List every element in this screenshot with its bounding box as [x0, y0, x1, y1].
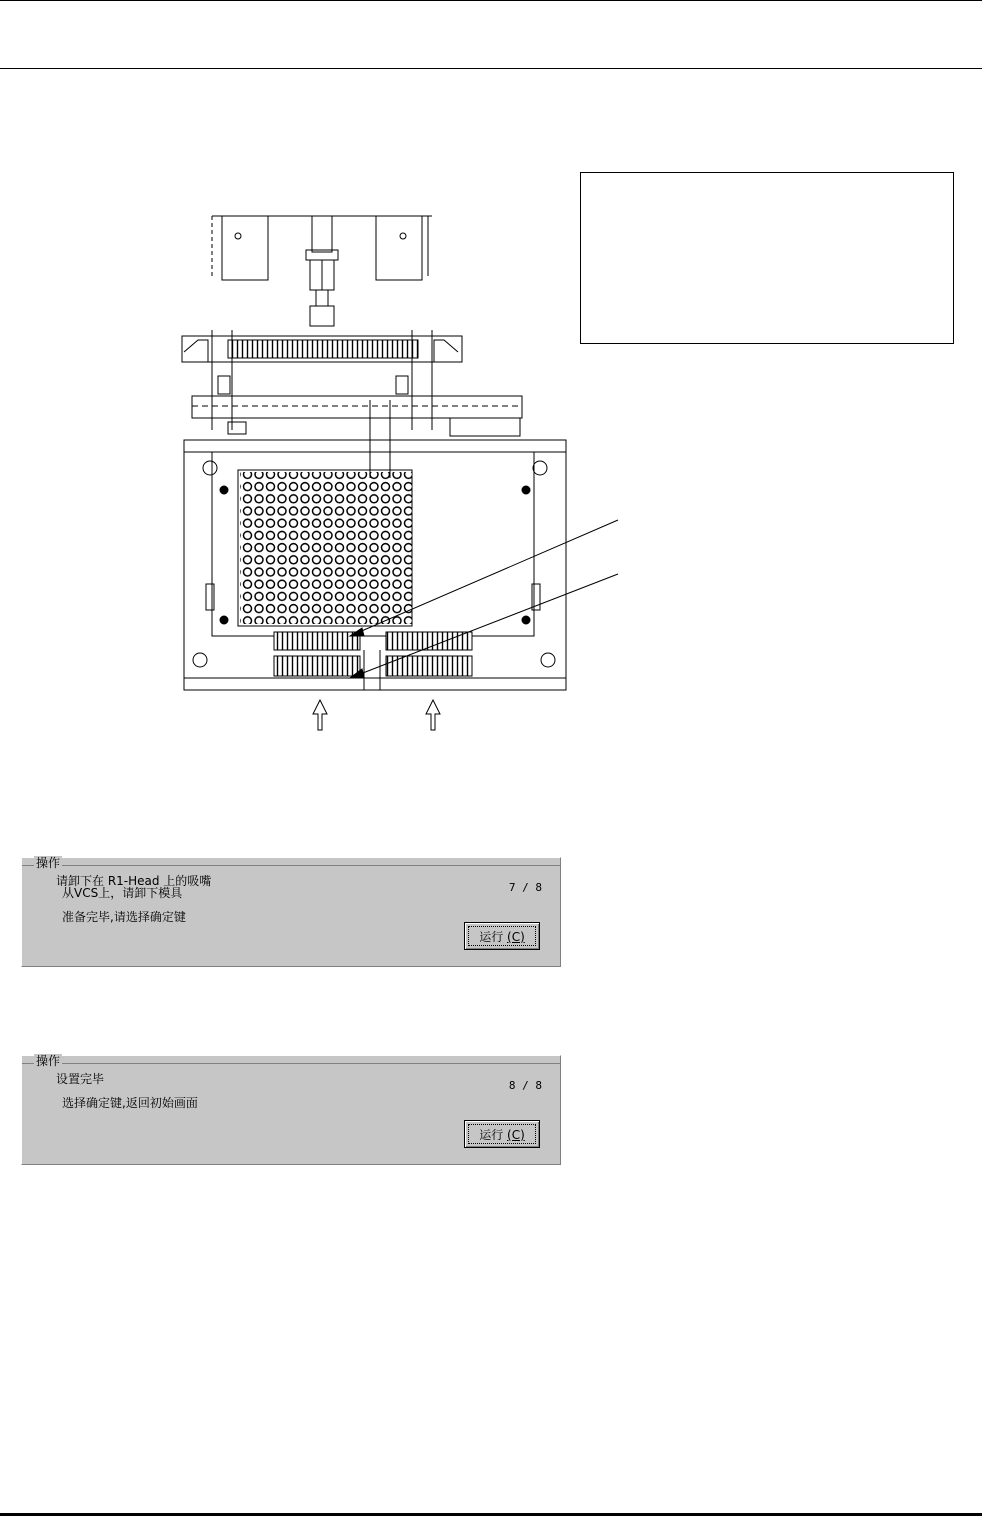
run-button-label: 运行	[479, 1127, 504, 1142]
top-rule	[0, 0, 982, 1]
panel-title: 操作	[36, 856, 61, 870]
instruction-line-1: 请卸下在 R1-Head 上的吸嘴	[56, 874, 212, 888]
instruction-line-3: 准备完毕,请选择确定键	[62, 910, 186, 924]
note-box	[580, 172, 954, 344]
operation-panel-step-7	[21, 857, 561, 967]
instruction-line-2: 选择确定键,返回初始画面	[62, 1096, 198, 1110]
instruction-line-1: 设置完毕	[56, 1072, 105, 1086]
header-rule	[0, 68, 982, 69]
run-button-label: 运行	[479, 929, 504, 944]
run-button[interactable]	[464, 1120, 540, 1148]
step-counter: 7 / 8	[508, 881, 542, 894]
run-button[interactable]	[464, 922, 540, 950]
panel-title: 操作	[36, 1054, 61, 1068]
operation-panel-step-8	[21, 1055, 561, 1165]
instruction-line-2: 从VCS上，请卸下模具	[62, 886, 183, 900]
fixture-drawing	[150, 200, 630, 740]
run-button-shortcut: (C)	[507, 1127, 525, 1142]
step-counter: 8 / 8	[508, 1079, 542, 1092]
run-button-shortcut: (C)	[507, 929, 525, 944]
